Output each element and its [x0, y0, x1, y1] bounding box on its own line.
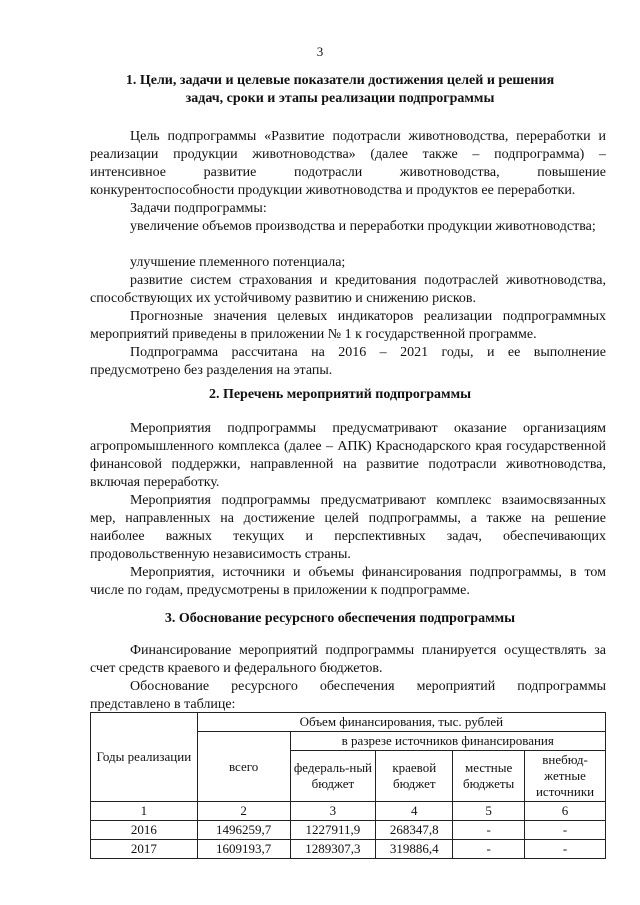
total-header: всего — [197, 732, 290, 802]
regional-cell: 319886,4 — [376, 840, 453, 859]
extra-cell: - — [525, 840, 606, 859]
local-cell: - — [453, 821, 525, 840]
column-number: 5 — [453, 802, 525, 821]
federal-cell: 1227911,9 — [290, 821, 376, 840]
federal-cell: 1289307,3 — [290, 840, 376, 859]
total-cell: 1496259,7 — [197, 821, 290, 840]
local-header: местные бюджеты — [453, 751, 525, 802]
section2-paragraph: Мероприятия, источники и объемы финансирования подпрограммы, в том числе по годам, предусмотрены в приложении к подпрограмме. — [90, 565, 606, 598]
section1-paragraph: Цель подпрограммы «Развитие подотрасли животноводства, переработки и реализации продукции животноводства» (далее также – подпрограмма) – интенсивное развитие подотрасли животноводства, повышение конкурентоспособности продукции животноводства и продуктов ее переработки. — [90, 129, 606, 198]
sources-header: в разрезе источников финансирования — [290, 732, 605, 751]
section3-title: 3. Обоснование ресурсного обеспечения подпрограммы — [164, 611, 516, 626]
section2-paragraph: Мероприятия подпрограммы предусматривают комплекс взаимосвязанных мер, направленных на достижение целей подпрограммы, а также на решение наиболее важных текущих и перспективных задач, обеспечивающих продовольственную независимость страны. — [90, 493, 606, 562]
section1-paragraph: развитие систем страхования и кредитования подотраслей животноводства, способствующих их устойчивому развитию и снижению рисков. — [90, 273, 606, 306]
financing-table — [90, 712, 606, 859]
column-number: 2 — [197, 802, 290, 821]
column-number: 3 — [290, 802, 376, 821]
volume-header: Объем финансирования, тыс. рублей — [197, 713, 605, 732]
column-number: 6 — [525, 802, 606, 821]
federal-header: федераль-ный бюджет — [290, 751, 376, 802]
years-header: Годы реализации — [91, 713, 198, 802]
column-number: 4 — [376, 802, 453, 821]
year-cell: 2016 — [91, 821, 198, 840]
section1-paragraph: Прогнозные значения целевых индикаторов реализации подпрограммных мероприятий приведены в приложении № 1 к государственной программе. — [90, 309, 606, 342]
regional-cell: 268347,8 — [376, 821, 453, 840]
extra-cell: - — [525, 821, 606, 840]
section2-title: 2. Перечень мероприятий подпрограммы — [208, 387, 472, 402]
table-row — [91, 840, 606, 859]
section3-paragraph: Обоснование ресурсного обеспечения мероприятий подпрограммы представлено в таблице: — [90, 679, 606, 712]
section1-title: 1. Цели, задачи и целевые показатели достижения целей и решения задач, сроки и этапы реализации подпрограммы — [125, 73, 555, 106]
local-cell: - — [453, 840, 525, 859]
year-cell: 2017 — [91, 840, 198, 859]
extra-budget-header: внебюд-жетные источники — [525, 751, 606, 802]
page-number: 3 — [316, 44, 324, 59]
section1-paragraph: улучшение племенного потенциала; — [130, 255, 346, 270]
section2-paragraph: Мероприятия подпрограммы предусматривают оказание организациям агропромышленного комплекса (далее – АПК) Краснодарского края государственной финансовой поддержки, направленной на развитие подотрасли животноводства, включая переработку. — [90, 421, 606, 490]
section3-paragraph: Финансирование мероприятий подпрограммы планируется осуществлять за счет средств краевого и федерального бюджетов. — [90, 643, 606, 676]
section1-paragraph: Подпрограмма рассчитана на 2016 – 2021 годы, и ее выполнение предусмотрено без разделения на этапы. — [90, 345, 606, 378]
section1-paragraph: увеличение объемов производства и переработки продукции животноводства; — [130, 219, 596, 234]
total-cell: 1609193,7 — [197, 840, 290, 859]
column-number-row — [91, 802, 606, 821]
regional-header: краевой бюджет — [376, 751, 453, 802]
column-number: 1 — [91, 802, 198, 821]
section1-paragraph: Задачи подпрограммы: — [130, 201, 267, 216]
table-row — [91, 821, 606, 840]
